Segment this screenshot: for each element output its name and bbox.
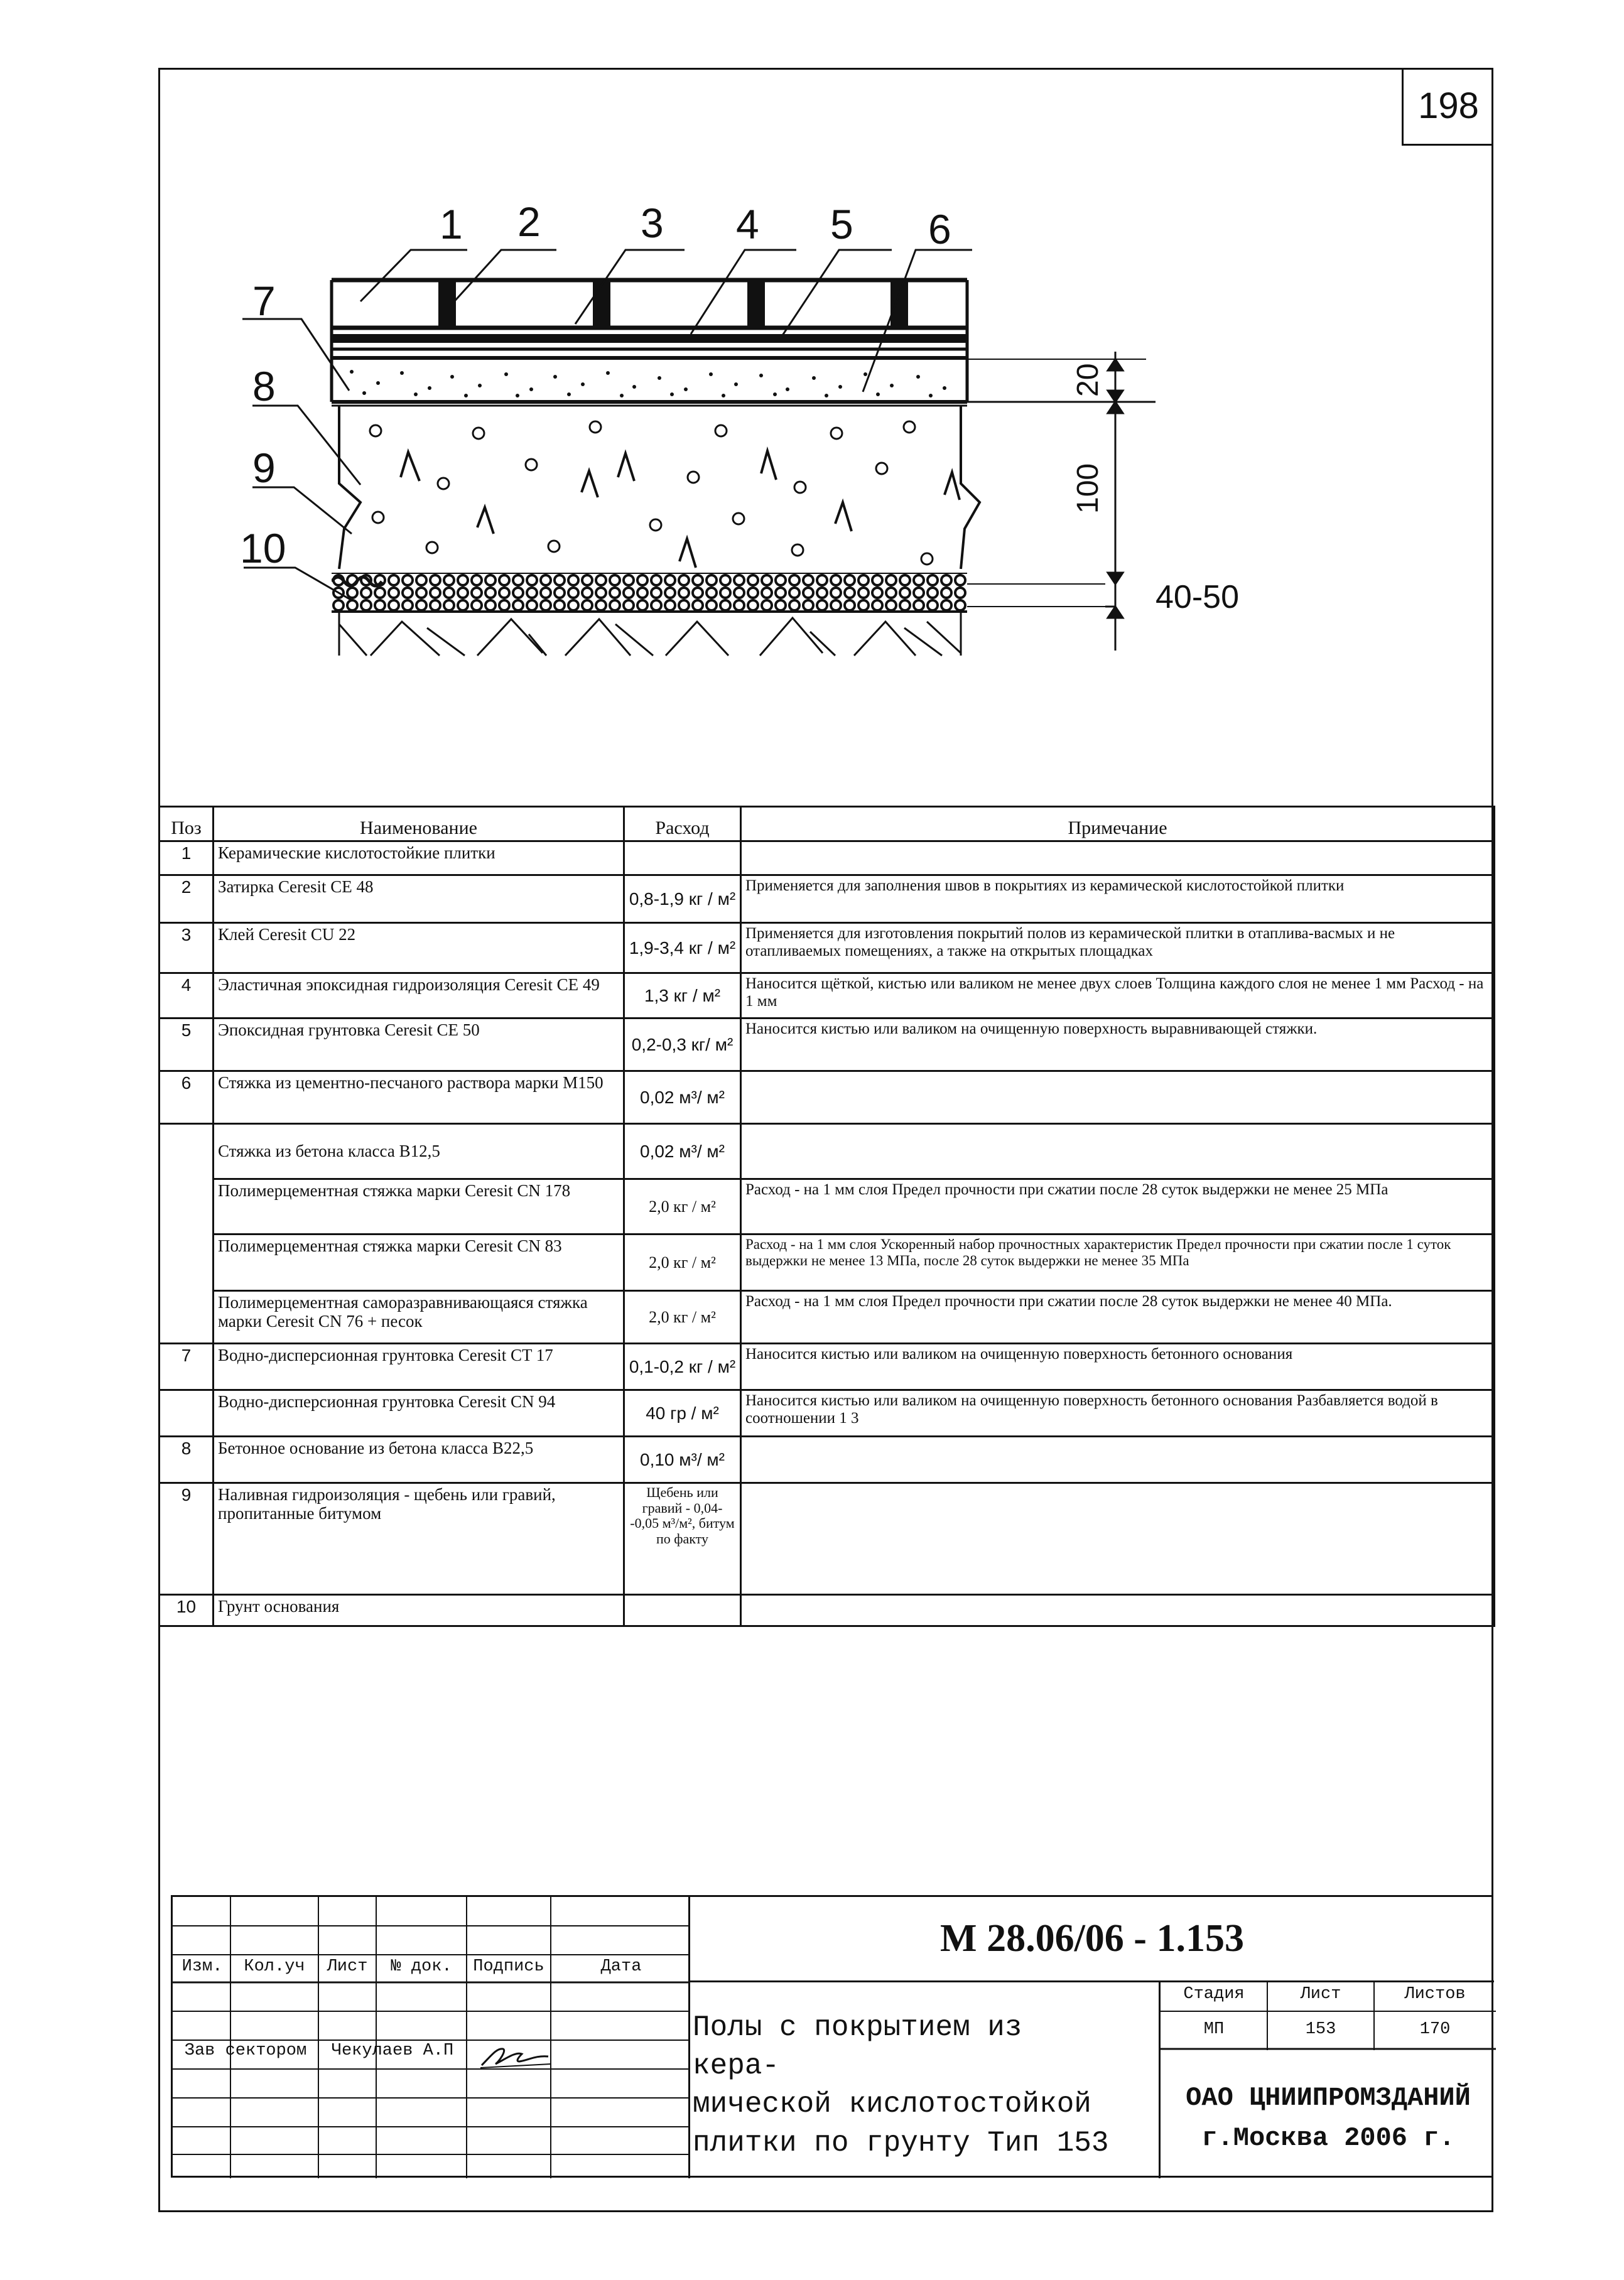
row-qty: 0,02 м³/ м² bbox=[624, 1124, 741, 1179]
person-name: Чекулаев А.П bbox=[331, 2041, 454, 2060]
sheet-value: 153 bbox=[1305, 2020, 1336, 2039]
callout-1: 1 bbox=[440, 201, 463, 247]
row-note bbox=[741, 841, 1495, 875]
row-name: Полимерцементная стяжка марки Ceresit CN 83 bbox=[214, 1235, 624, 1291]
row-note bbox=[741, 1483, 1495, 1595]
dimension-40-50: 40-50 bbox=[1156, 579, 1239, 615]
row-pos: 1 bbox=[160, 841, 214, 875]
row-qty: 0,8-1,9 кг / м² bbox=[624, 875, 741, 923]
row-qty: 0,1-0,2 кг / м² bbox=[624, 1344, 741, 1390]
row-qty: 2,0 кг / м² bbox=[624, 1235, 741, 1291]
row-qty: 0,2-0,3 кг/ м² bbox=[624, 1018, 741, 1071]
table-header bbox=[160, 807, 1495, 841]
row-name: Эластичная эпоксидная гидроизоляция Ceresit CE 49 bbox=[214, 973, 624, 1018]
signature bbox=[478, 2043, 553, 2070]
dimension-100: 100 bbox=[1071, 463, 1105, 514]
row-name: Керамические кислотостойкие плитки bbox=[214, 841, 624, 875]
row-qty: 1,9-3,4 кг / м² bbox=[624, 923, 741, 973]
row-name: Полимерцементная стяжка марки Ceresit CN 178 bbox=[214, 1179, 624, 1235]
row-pos bbox=[160, 1179, 214, 1235]
row-pos bbox=[160, 1390, 214, 1437]
stage-box bbox=[1159, 1982, 1494, 2050]
dimension-chain bbox=[967, 352, 1156, 651]
row-name: Полимерцементная саморазравнивающаяся стяжка марки Ceresit CN 76 + песок bbox=[214, 1291, 624, 1344]
revision-grid-lines bbox=[173, 1897, 690, 2178]
row-name: Клей Ceresit CU 22 bbox=[214, 923, 624, 973]
sheet-title-line: Полы с покрытием из кера- bbox=[693, 2011, 1022, 2083]
row-qty: 2,0 кг / м² bbox=[624, 1291, 741, 1344]
row-name: Затирка Ceresit CE 48 bbox=[214, 875, 624, 923]
table-row bbox=[160, 1437, 1495, 1483]
header-note: Примечание bbox=[741, 807, 1495, 841]
row-pos bbox=[160, 1235, 214, 1291]
row-qty bbox=[624, 1595, 741, 1626]
sheet-title-line: мической кислотостойкой bbox=[693, 2088, 1091, 2121]
row-note: Расход - на 1 мм слоя Предел прочности при сжатии после 28 суток выдержки не менее 25 МПа bbox=[741, 1179, 1495, 1235]
row-note: Применяется для изготовления покрытий полов из керамической плитки в отаплива-васмых и не отапливаемых помещениях, а также на открытых площадках bbox=[741, 923, 1495, 973]
table-row bbox=[160, 1595, 1495, 1626]
city-year: г.Москва 2006 г. bbox=[1201, 2123, 1455, 2153]
gravel-layer bbox=[332, 573, 967, 612]
sheet-title-line: плитки по грунту Тип 153 bbox=[693, 2126, 1109, 2159]
table-row bbox=[160, 973, 1495, 1018]
header-pos: Поз bbox=[160, 807, 214, 841]
organization-name: ОАО ЦНИИПРОМЗДАНИЙ bbox=[1186, 2083, 1471, 2113]
sheet-number: 198 bbox=[1402, 68, 1493, 146]
row-name: Наливная гидроизоляция - щебень или гравий, пропитанные битумом bbox=[214, 1483, 624, 1595]
row-qty: 1,3 кг / м² bbox=[624, 973, 741, 1018]
row-qty: 2,0 кг / м² bbox=[624, 1179, 741, 1235]
row-name: Водно-дисперсионная грунтовка Ceresit CT 17 bbox=[214, 1344, 624, 1390]
row-pos: 2 bbox=[160, 875, 214, 923]
row-pos: 6 bbox=[160, 1071, 214, 1124]
concrete-layer bbox=[339, 406, 980, 569]
specification-table bbox=[158, 806, 1495, 1627]
table-row bbox=[160, 875, 1495, 923]
callout-4: 4 bbox=[736, 201, 759, 247]
row-qty: 40 гр / м² bbox=[624, 1390, 741, 1437]
row-pos: 9 bbox=[160, 1483, 214, 1595]
sheet-title bbox=[693, 2009, 1120, 2163]
row-note bbox=[741, 1071, 1495, 1124]
row-note bbox=[741, 1437, 1495, 1483]
row-qty: 0,10 м³/ м² bbox=[624, 1437, 741, 1483]
stage-label: Стадия bbox=[1183, 1985, 1245, 2004]
row-pos: 3 bbox=[160, 923, 214, 973]
table-row bbox=[160, 1291, 1495, 1344]
callout-10: 10 bbox=[240, 525, 286, 571]
callout-9: 9 bbox=[252, 445, 276, 491]
doc-code: М 28.06/06 - 1.153 bbox=[690, 1897, 1494, 1982]
row-note: Наносится кистью или валиком на очищенную поверхность бетонного основания Разбавляется водой в соотношении 1 3 bbox=[741, 1390, 1495, 1437]
header-name: Наименование bbox=[214, 807, 624, 841]
row-pos bbox=[160, 1291, 214, 1344]
table-row bbox=[160, 923, 1495, 973]
row-note: Наносится кистью или валиком на очищенную поверхность выравнивающей стяжки. bbox=[741, 1018, 1495, 1071]
row-pos: 4 bbox=[160, 973, 214, 1018]
callout-2: 2 bbox=[517, 198, 541, 245]
screed-layer bbox=[332, 370, 967, 406]
dimension-20: 20 bbox=[1071, 363, 1105, 397]
table-row bbox=[160, 1235, 1495, 1291]
organization-box bbox=[1159, 2050, 1494, 2178]
sheets-label: Листов bbox=[1404, 1985, 1466, 2004]
table-row bbox=[160, 1390, 1495, 1437]
row-qty: Щебень или гравий - 0,04--0,05 м³/м², битум по факту bbox=[624, 1483, 741, 1595]
row-pos: 8 bbox=[160, 1437, 214, 1483]
row-pos bbox=[160, 1124, 214, 1179]
row-name: Стяжка из цементно-песчаного раствора марки М150 bbox=[214, 1071, 624, 1124]
col-signature: Подпись bbox=[473, 1957, 544, 1976]
table-row bbox=[160, 1018, 1495, 1071]
thin-layers bbox=[332, 334, 1146, 359]
row-qty: 0,02 м³/ м² bbox=[624, 1071, 741, 1124]
row-note: Расход - на 1 мм слоя Предел прочности при сжатии после 28 суток выдержки не менее 40 МПа. bbox=[741, 1291, 1495, 1344]
col-list: Лист bbox=[327, 1957, 368, 1976]
row-pos: 5 bbox=[160, 1018, 214, 1071]
callout-7: 7 bbox=[252, 278, 276, 324]
stage-value: МП bbox=[1203, 2020, 1225, 2039]
row-note: Наносится кистью или валиком на очищенную поверхность бетонного основания bbox=[741, 1344, 1495, 1390]
role-label: Зав сектором bbox=[184, 2041, 307, 2060]
table-row bbox=[160, 841, 1495, 875]
callout-6: 6 bbox=[928, 206, 951, 252]
row-note bbox=[741, 1595, 1495, 1626]
row-pos: 10 bbox=[160, 1595, 214, 1626]
row-note bbox=[741, 1124, 1495, 1179]
header-qty: Расход bbox=[624, 807, 741, 841]
row-note: Наносится щёткой, кистью или валиком не менее двух слоев Толщина каждого слоя не менее 1 мм Расход - на 1 мм bbox=[741, 973, 1495, 1018]
sheet-label: Лист bbox=[1300, 1985, 1341, 2004]
col-date: Дата bbox=[600, 1957, 642, 1976]
col-kol-uch: Кол.уч bbox=[244, 1957, 305, 1976]
row-note: Применяется для заполнения швов в покрытиях из керамической кислотостойкой плитки bbox=[741, 875, 1495, 923]
row-name: Бетонное основание из бетона класса В22,5 bbox=[214, 1437, 624, 1483]
callout-3: 3 bbox=[641, 200, 664, 246]
callout-8: 8 bbox=[252, 363, 276, 409]
callout-numbers bbox=[240, 198, 951, 571]
row-name: Эпоксидная грунтовка Ceresit CE 50 bbox=[214, 1018, 624, 1071]
table-row bbox=[160, 1179, 1495, 1235]
title-block bbox=[171, 1895, 1493, 2178]
soil-hatch bbox=[339, 613, 961, 656]
table-row bbox=[160, 1483, 1495, 1595]
row-note: Расход - на 1 мм слоя Ускоренный набор прочностных характеристик Предел прочности при сжатии после 1 суток выдержки не менее 13 МПа, после 28 суток выдержки не менее 35 МПа bbox=[741, 1235, 1495, 1291]
floor-section-drawing bbox=[0, 0, 1624, 703]
sheets-value: 170 bbox=[1419, 2020, 1451, 2039]
col-doc-no: № док. bbox=[391, 1957, 452, 1976]
callout-5: 5 bbox=[830, 201, 853, 247]
row-name: Грунт основания bbox=[214, 1595, 624, 1626]
row-name: Стяжка из бетона класса В12,5 bbox=[214, 1124, 624, 1179]
revision-grid bbox=[173, 1897, 690, 2178]
row-name: Водно-дисперсионная грунтовка Ceresit CN 94 bbox=[214, 1390, 624, 1437]
col-izm: Изм. bbox=[181, 1957, 223, 1976]
row-pos: 7 bbox=[160, 1344, 214, 1390]
table-row bbox=[160, 1071, 1495, 1124]
table-row bbox=[160, 1124, 1495, 1179]
row-qty bbox=[624, 841, 741, 875]
table-row bbox=[160, 1344, 1495, 1390]
